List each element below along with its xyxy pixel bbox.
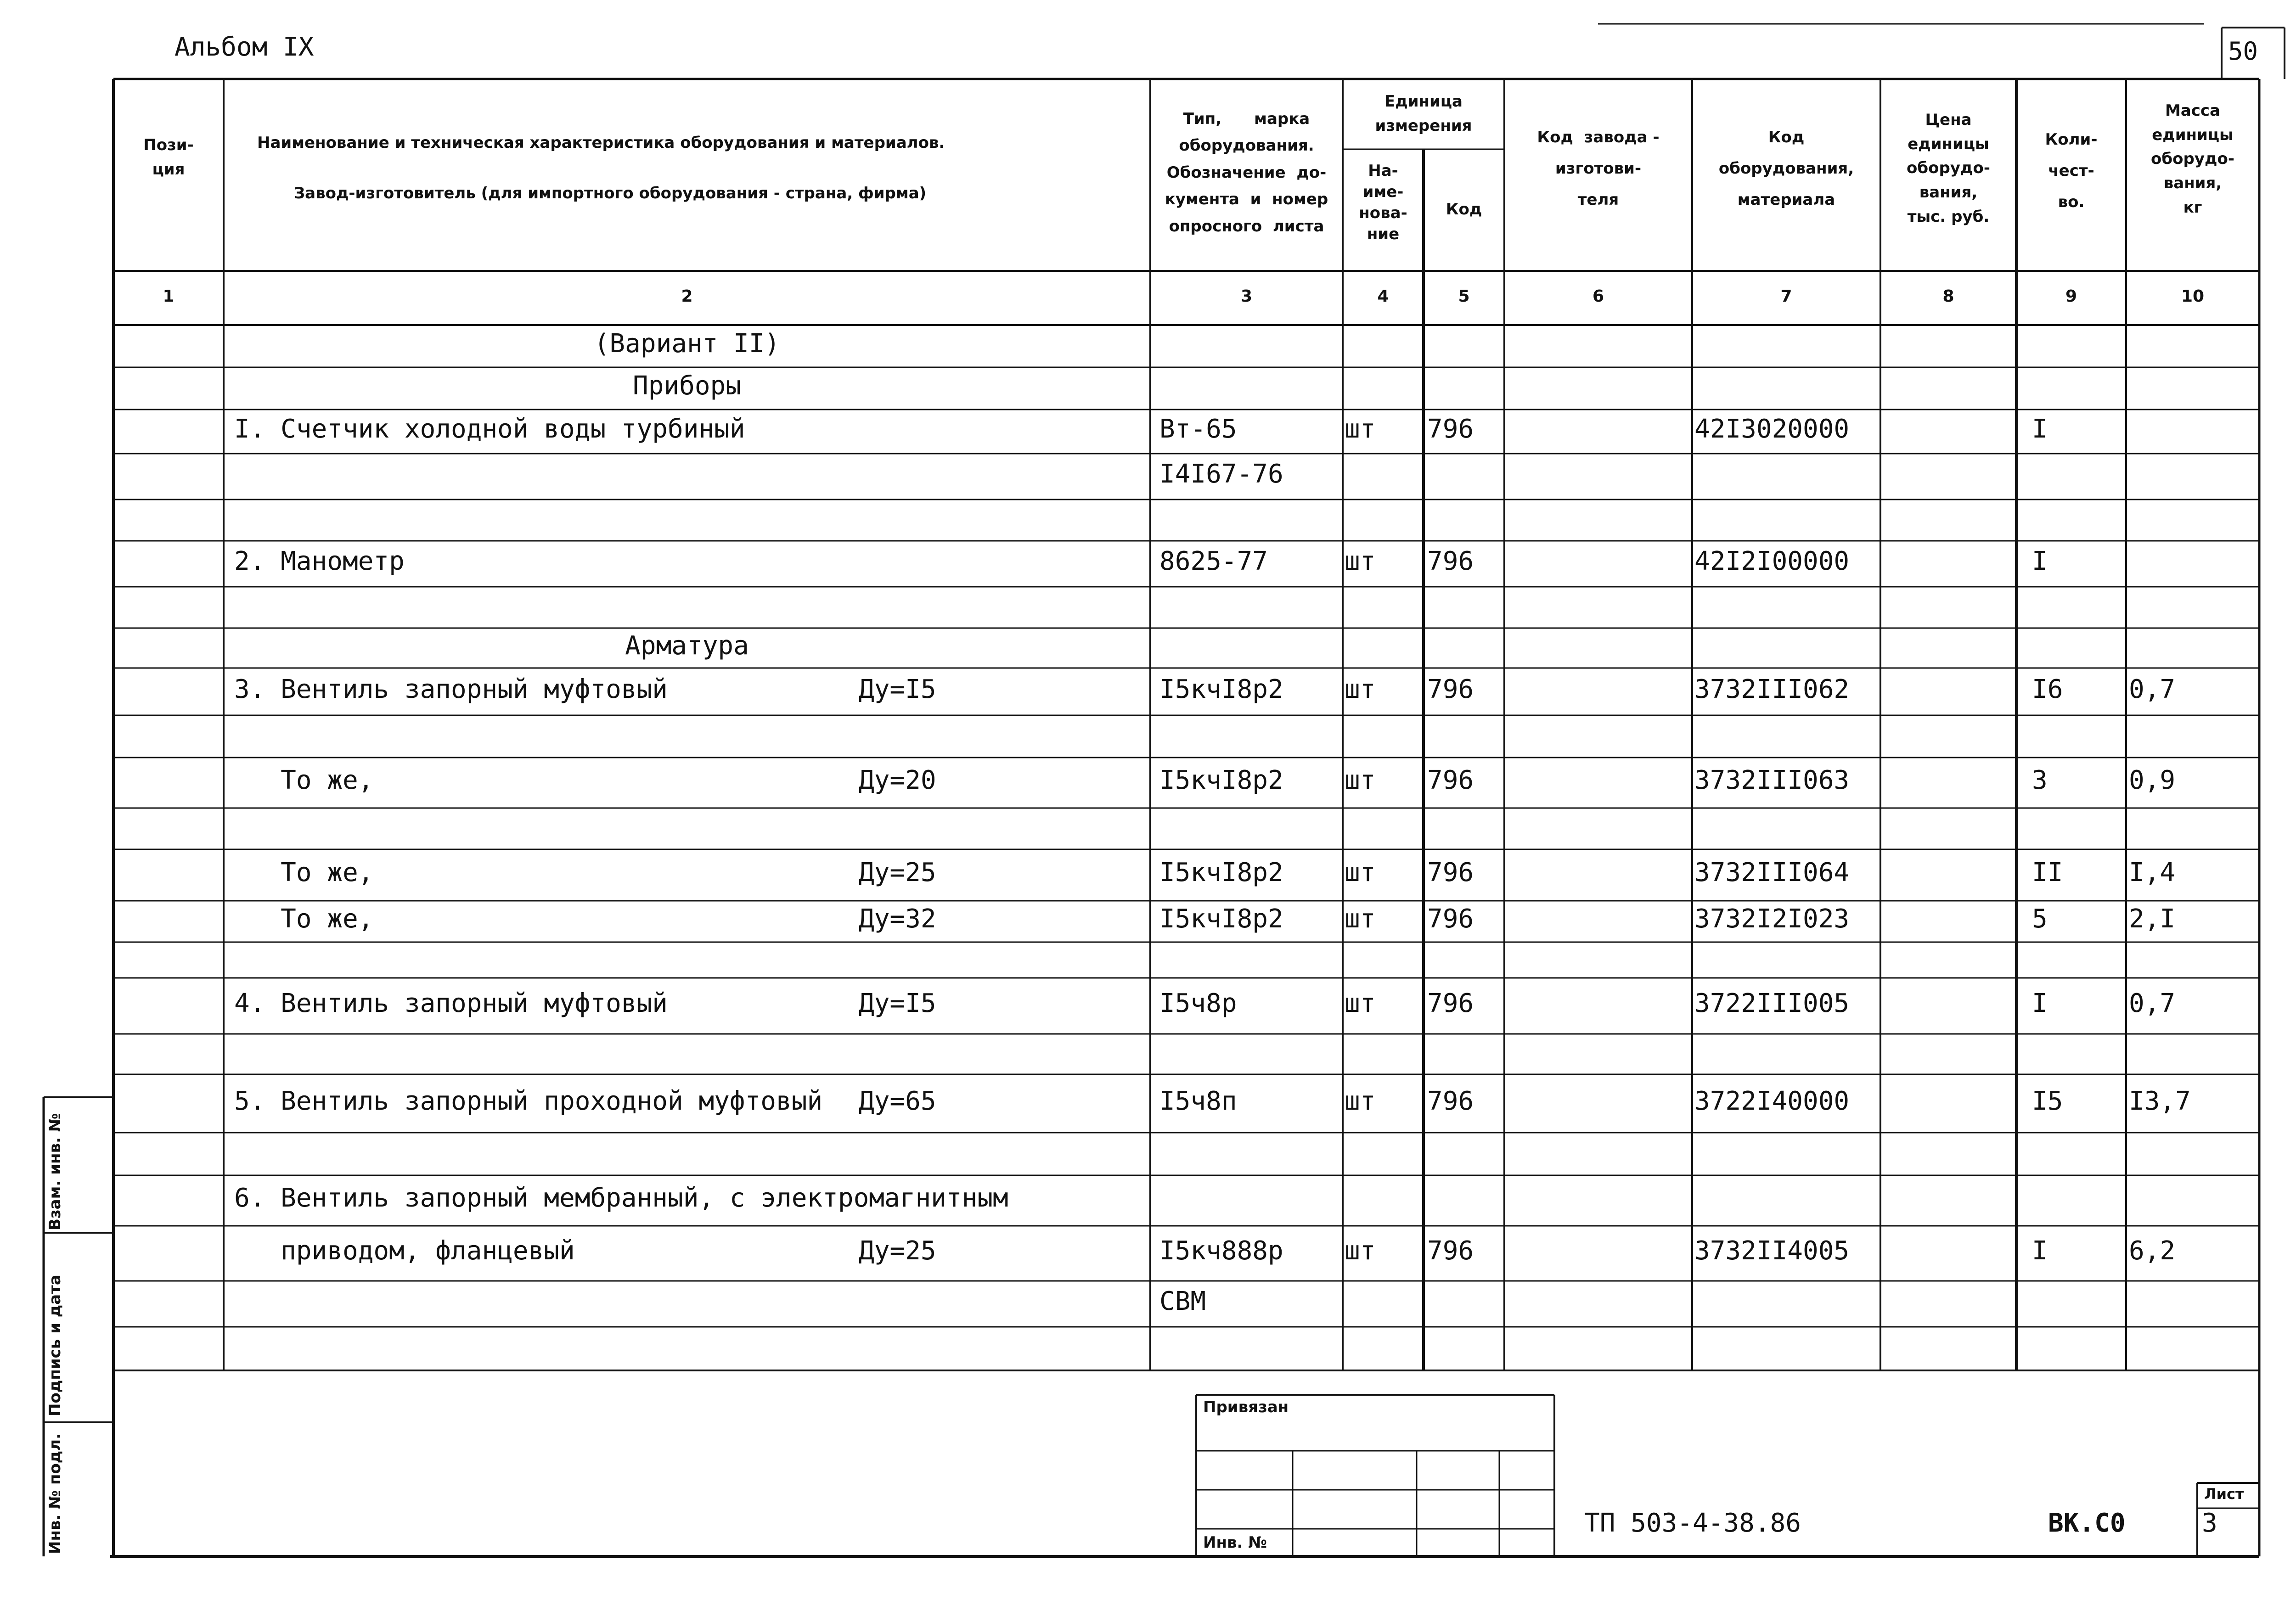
sheet-number: 3	[2202, 1508, 2217, 1538]
row-dn: Ду=32	[859, 904, 936, 934]
header-unit-code: Код	[1446, 200, 1482, 219]
row-unit-code: 796	[1427, 904, 1474, 934]
header-pos: Пози- ция	[143, 136, 194, 179]
header-type: Тип, марка оборудования. Обозначение до- кумента и номер опросного листа	[1165, 110, 1328, 236]
row-equip-code: 3732II4005	[1694, 1236, 1850, 1266]
row-mass: 0,7	[2129, 674, 2176, 704]
sheet-code: ВК.С0	[2048, 1508, 2126, 1538]
col-number-4: 4	[1377, 287, 1389, 306]
row-unit-code: 796	[1427, 674, 1474, 704]
row-type: I5кчI8р2	[1159, 674, 1283, 704]
row-equip-code: 3732III063	[1694, 765, 1850, 795]
header-name-line2: Завод-изготовитель (для импортного оборудования - страна, фирма)	[294, 184, 927, 202]
row-unit-code: 796	[1427, 414, 1474, 444]
col-number-8: 8	[1942, 287, 1954, 306]
row-equip-code: 42I3020000	[1694, 414, 1850, 444]
row-equip-code: 3722I40000	[1694, 1086, 1850, 1116]
row-unit-code: 796	[1427, 858, 1474, 887]
row-mass: 6,2	[2129, 1236, 2176, 1266]
row-dn: Ду=20	[859, 765, 936, 795]
row-equip-code: 3722III005	[1694, 988, 1850, 1018]
row-qty: I	[2032, 988, 2048, 1018]
row-name: (Вариант II)	[594, 329, 780, 359]
side-label-podpis: Подпись и дата	[46, 1274, 64, 1416]
row-equip-code: 42I2I00000	[1694, 546, 1850, 576]
row-dn: Ду=I5	[859, 988, 936, 1018]
row-name: 4. Вентиль запорный муфтовый	[234, 988, 668, 1018]
col-number-7: 7	[1780, 287, 1792, 306]
row-unit: шт	[1345, 765, 1376, 795]
row-unit: шт	[1345, 904, 1376, 934]
row-name: То же,	[234, 765, 374, 795]
col-number-9: 9	[2065, 287, 2077, 306]
row-unit-code: 796	[1427, 1236, 1474, 1266]
row-type: I5кчI8р2	[1159, 904, 1283, 934]
row-unit: шт	[1345, 858, 1376, 887]
row-unit-code: 796	[1427, 765, 1474, 795]
row-type: I5кчI8р2	[1159, 765, 1283, 795]
row-qty: I5	[2032, 1086, 2063, 1116]
row-unit: шт	[1345, 1236, 1376, 1266]
col-number-1: 1	[163, 287, 174, 306]
row-name: I. Счетчик холодной воды турбиный	[234, 414, 745, 444]
header-price: Цена единицы оборудо- вания, тыс. руб.	[1907, 111, 1990, 226]
row-qty: I	[2032, 414, 2048, 444]
header-qty: Коли- чест- во.	[2045, 130, 2098, 211]
row-dn: Ду=25	[859, 1236, 936, 1266]
row-qty: I	[2032, 546, 2048, 576]
header-unit-name: На- име- нова- ние	[1359, 162, 1407, 243]
row-mass: 0,9	[2129, 765, 2176, 795]
header-factory-code: Код завода - изготови- теля	[1537, 128, 1660, 209]
sheet-label: Лист	[2204, 1485, 2244, 1503]
side-label-vzam: Взам. инв. №	[46, 1113, 64, 1230]
row-mass: I,4	[2129, 858, 2176, 887]
row-unit: шт	[1345, 988, 1376, 1018]
row-qty: I	[2032, 1236, 2048, 1266]
row-name: То же,	[234, 904, 374, 934]
col-number-2: 2	[681, 287, 693, 306]
col-number-10: 10	[2181, 287, 2205, 306]
side-label-inv: Инв. № подл.	[46, 1433, 64, 1554]
row-qty: I6	[2032, 674, 2063, 704]
row-name: 2. Манометр	[234, 546, 405, 576]
row-unit: шт	[1345, 414, 1376, 444]
row-unit: шт	[1345, 1086, 1376, 1116]
doc-code: ТП 503-4-38.86	[1584, 1508, 1801, 1538]
row-dn: Ду=I5	[859, 674, 936, 704]
row-unit-code: 796	[1427, 1086, 1474, 1116]
row-type: I4I67-76	[1159, 459, 1283, 489]
stamp-inv-no: Инв. №	[1203, 1533, 1267, 1552]
row-qty: II	[2032, 858, 2063, 887]
col-number-5: 5	[1458, 287, 1470, 306]
row-dn: Ду=65	[859, 1086, 936, 1116]
stamp-privyazan: Привязан	[1203, 1398, 1289, 1416]
col-number-3: 3	[1240, 287, 1253, 306]
row-equip-code: 3732III062	[1694, 674, 1850, 704]
row-mass: 2,I	[2129, 904, 2176, 934]
album-label: Альбом IX	[174, 32, 314, 62]
row-type: I5ч8р	[1159, 988, 1237, 1018]
row-mass: I3,7	[2129, 1086, 2191, 1116]
row-dn: Ду=25	[859, 858, 936, 887]
row-mass: 0,7	[2129, 988, 2176, 1018]
row-type: 8625-77	[1159, 546, 1268, 576]
col-number-6: 6	[1592, 287, 1604, 306]
row-type: I5ч8п	[1159, 1086, 1237, 1116]
row-qty: 3	[2032, 765, 2048, 795]
row-type: I5кч888р	[1159, 1236, 1283, 1266]
page-number: 50	[2228, 37, 2258, 66]
row-name: приводом, фланцевый	[234, 1236, 575, 1266]
header-equip-code: Код оборудования, материала	[1718, 128, 1854, 209]
row-name: Арматура	[625, 630, 749, 661]
header-name-line1: Наименование и техническая характеристика оборудования и материалов.	[257, 134, 945, 152]
row-name: То же,	[234, 858, 374, 887]
row-type: СВМ	[1159, 1286, 1206, 1316]
row-unit-code: 796	[1427, 988, 1474, 1018]
row-type: I5кчI8р2	[1159, 858, 1283, 887]
header-mass: Масса единицы оборудо- вания, кг	[2151, 101, 2234, 217]
row-qty: 5	[2032, 904, 2048, 934]
row-name: 3. Вентиль запорный муфтовый	[234, 674, 668, 704]
row-name: 5. Вентиль запорный проходной муфтовый	[234, 1086, 823, 1116]
header-unit-group: Единица измерения	[1375, 92, 1472, 135]
row-name: 6. Вентиль запорный мембранный, с электромагнитным	[234, 1183, 1008, 1213]
row-unit: шт	[1345, 546, 1376, 576]
row-unit: шт	[1345, 674, 1376, 704]
row-equip-code: 3732I2I023	[1694, 904, 1850, 934]
row-unit-code: 796	[1427, 546, 1474, 576]
row-equip-code: 3732III064	[1694, 858, 1850, 887]
row-name: Приборы	[632, 371, 741, 401]
row-type: Вт-65	[1159, 414, 1237, 444]
